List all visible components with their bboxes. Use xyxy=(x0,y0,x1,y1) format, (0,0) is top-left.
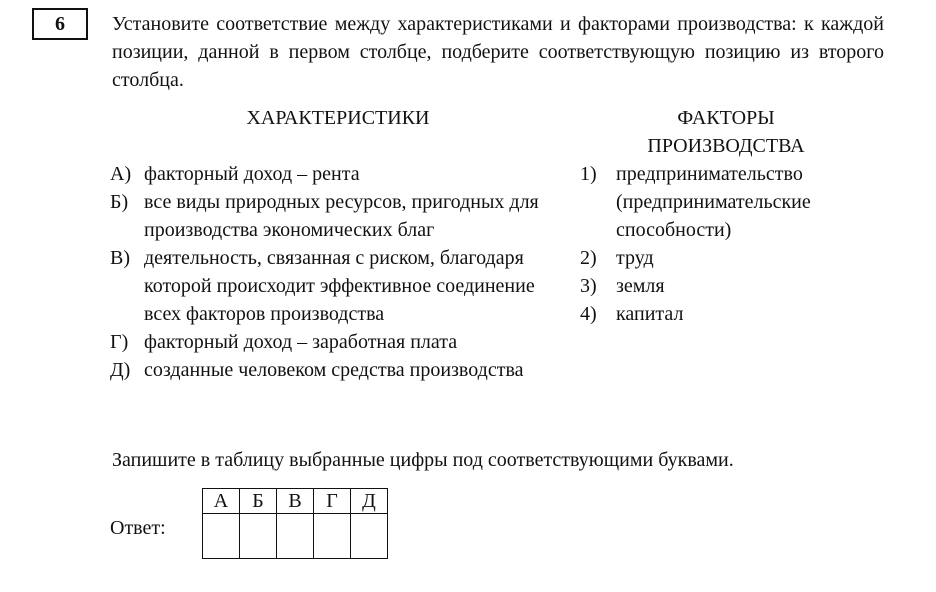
characteristic-item xyxy=(110,328,570,356)
characteristic-text: все виды природных ресурсов, пригодных для производства экономических благ xyxy=(144,191,539,241)
answer-cell[interactable] xyxy=(240,514,277,559)
answer-cell[interactable] xyxy=(203,514,240,559)
answer-label: Ответ: xyxy=(110,517,166,539)
answer-column-header: Г xyxy=(314,489,351,514)
characteristics-list xyxy=(110,160,570,384)
answer-header-row xyxy=(203,489,388,514)
characteristic-text: факторный доход – рента xyxy=(144,163,360,185)
factor-item xyxy=(580,160,870,244)
answer-input-row xyxy=(203,514,388,559)
answer-column-header: Д xyxy=(351,489,388,514)
factor-item xyxy=(580,272,870,300)
characteristic-item xyxy=(110,356,570,384)
factor-text: предпринимательство (предпринимательские способности) xyxy=(616,163,811,241)
factor-number: 3) xyxy=(580,275,597,297)
answer-cell[interactable] xyxy=(277,514,314,559)
characteristic-text: факторный доход – заработная плата xyxy=(144,331,458,353)
factor-number: 4) xyxy=(580,303,597,325)
characteristic-item xyxy=(110,244,570,328)
factors-heading: ФАКТОРЫ ПРОИЗВОДСТВА xyxy=(647,107,805,157)
factor-number: 2) xyxy=(580,247,597,269)
answer-column-header: А xyxy=(203,489,240,514)
characteristic-text: деятельность, связанная с риском, благодаря которой происходит эффективное соединение всех факторов производства xyxy=(144,247,535,325)
answer-cell[interactable] xyxy=(351,514,388,559)
characteristic-letter: Б) xyxy=(110,191,129,213)
instruction-text: Запишите в таблицу выбранные цифры под соответствующими буквами. xyxy=(112,449,734,471)
factor-item xyxy=(580,244,870,272)
characteristic-letter: В) xyxy=(110,247,130,269)
answer-table xyxy=(202,488,388,559)
factor-text: капитал xyxy=(616,303,684,325)
characteristics-heading: ХАРАКТЕРИСТИКИ xyxy=(246,107,430,129)
answer-column-header: Б xyxy=(240,489,277,514)
factor-number: 1) xyxy=(580,163,597,185)
characteristic-letter: Г) xyxy=(110,331,129,353)
factors-list xyxy=(580,160,870,328)
characteristic-item xyxy=(110,188,570,244)
question-text: Установите соответствие между характеристиками и факторами производства: к каждой позиции, данной в первом столбце, подберите соответствующую позицию из второго столбца. xyxy=(112,13,884,91)
answer-column-header: В xyxy=(277,489,314,514)
factor-item xyxy=(580,300,870,328)
characteristic-letter: Д) xyxy=(110,359,131,381)
factor-text: земля xyxy=(616,275,665,297)
answer-cell[interactable] xyxy=(314,514,351,559)
characteristic-item xyxy=(110,160,570,188)
task-number: 6 xyxy=(32,8,88,40)
factor-text: труд xyxy=(616,247,654,269)
characteristic-letter: А) xyxy=(110,163,132,185)
characteristic-text: созданные человеком средства производства xyxy=(144,359,524,381)
